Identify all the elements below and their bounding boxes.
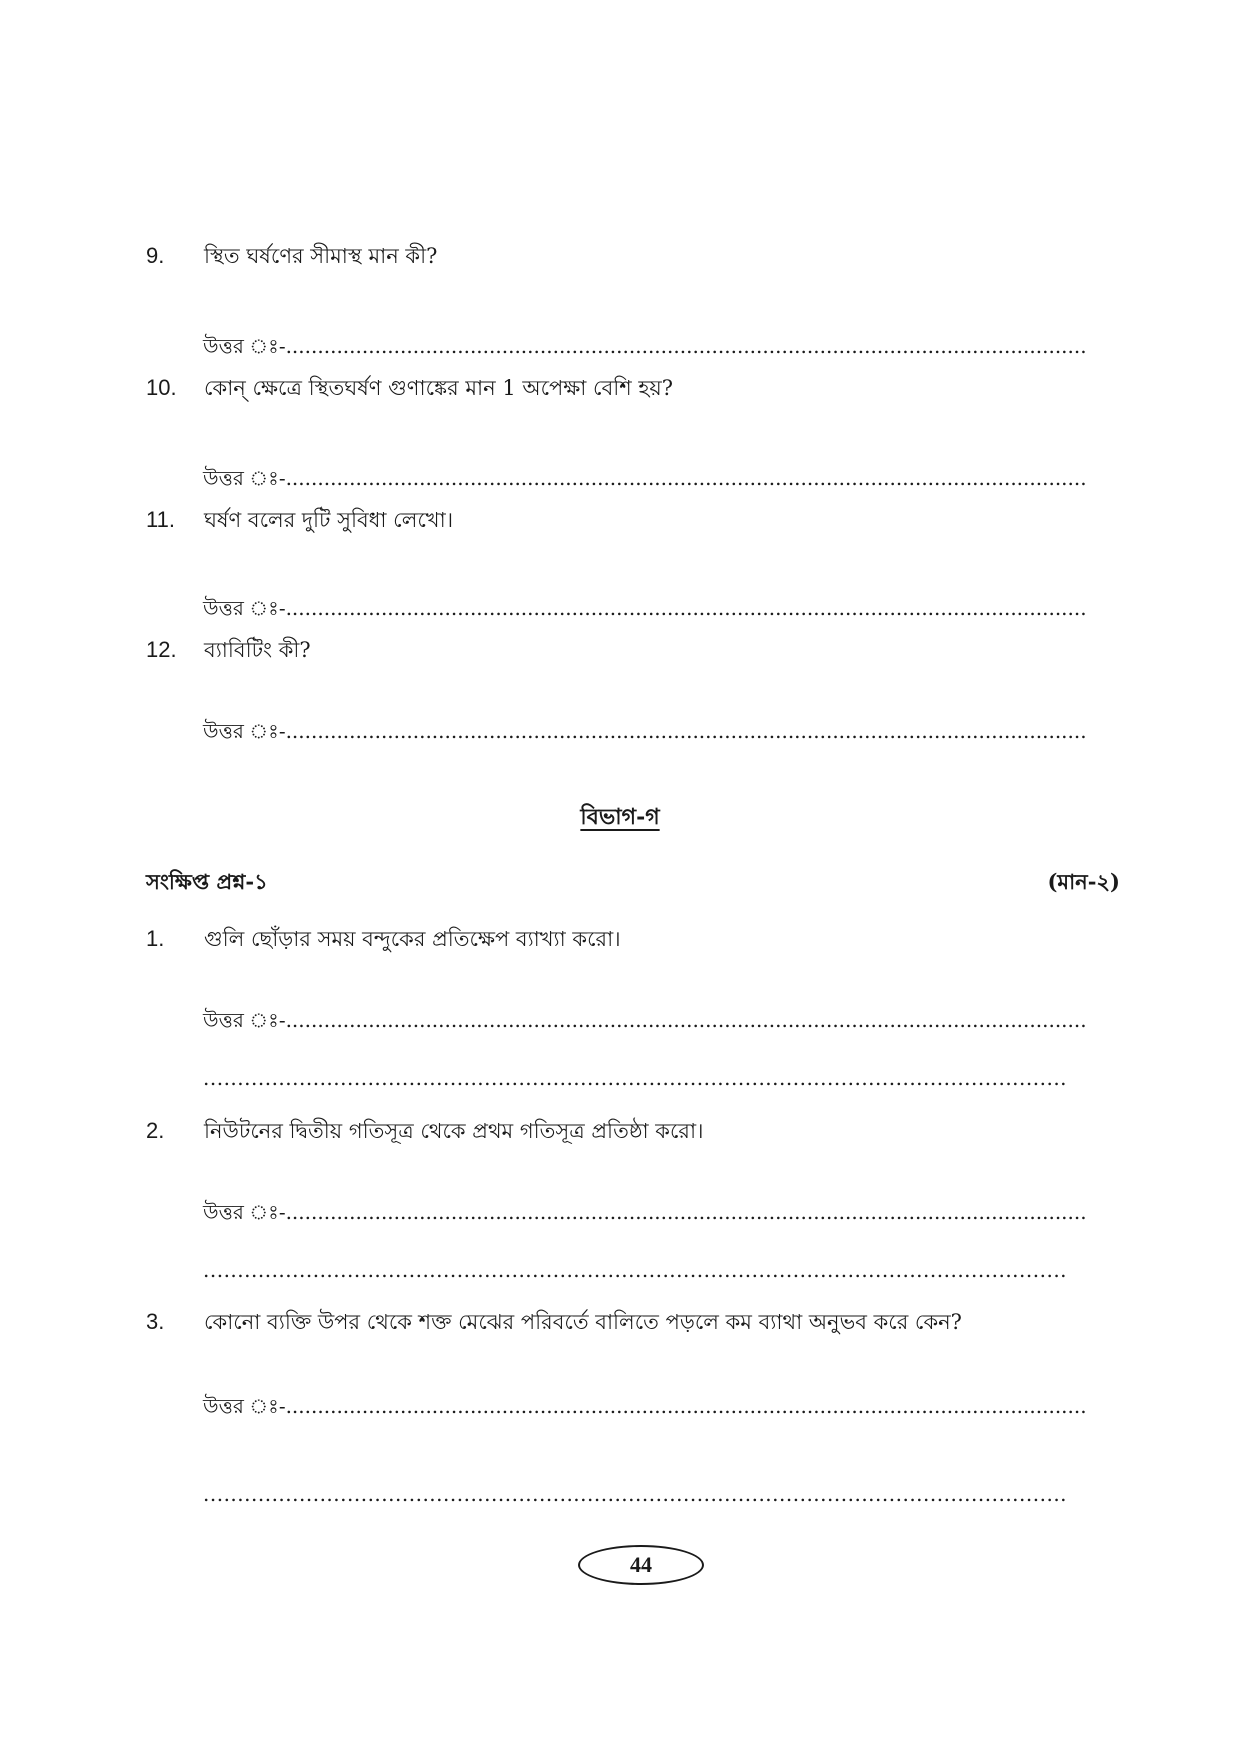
answer-line [203, 329, 1087, 363]
answer-line [203, 461, 1087, 495]
question-12 [146, 630, 1046, 670]
answer-line [203, 1195, 1087, 1229]
answer-dots: .............................................................................................................................. [285, 719, 1087, 743]
answer-label: উত্তর ঃ- [203, 466, 286, 490]
question-text: কোন্ ক্ষেত্রে স্থিতঘর্ষণ গুণাঙ্কের মান 1 অপেক্ষা বেশি হয়? [204, 376, 674, 400]
question-11 [146, 500, 1046, 540]
answer-line [203, 714, 1087, 748]
answer-label: উত্তর ঃ- [203, 719, 286, 743]
question-9 [146, 236, 1046, 276]
question-text: ব্যাবিটিং কী? [204, 638, 311, 662]
answer-dots: .............................................................................................................................. [285, 1394, 1087, 1418]
answer-line [203, 591, 1087, 625]
answer-continuation-line: .............................................................................................................................. [203, 1482, 1068, 1506]
question-text: ঘর্ষণ বলের দুটি সুবিধা লেখো। [204, 508, 454, 532]
question-text: স্থিত ঘর্ষণের সীমাস্থ মান কী? [204, 244, 438, 268]
answer-label: উত্তর ঃ- [203, 334, 286, 358]
answer-line [203, 1389, 1087, 1423]
answer-dots: .............................................................................................................................. [285, 1200, 1087, 1224]
answer-label: উত্তর ঃ- [203, 1008, 286, 1032]
answer-label: উত্তর ঃ- [203, 1394, 286, 1418]
question-text: নিউটনের দ্বিতীয় গতিসূত্র থেকে প্রথম গতিসূত্র প্রতিষ্ঠা করো। [204, 1119, 704, 1143]
answer-dots: .............................................................................................................................. [285, 1008, 1087, 1032]
question-number: 9. [146, 243, 165, 268]
question-number: 3. [146, 1309, 165, 1334]
question-3 [146, 1302, 1046, 1342]
answer-label: উত্তর ঃ- [203, 596, 286, 620]
question-text: গুলি ছোঁড়ার সময় বন্দুকের প্রতিক্ষেপ ব্যাখ্যা করো। [204, 927, 621, 951]
question-1 [146, 919, 1046, 959]
question-number: 12. [146, 637, 177, 662]
answer-dots: .............................................................................................................................. [285, 596, 1087, 620]
question-number: 10. [146, 375, 177, 400]
answer-continuation-line: .............................................................................................................................. [203, 1258, 1068, 1282]
question-number: 2. [146, 1118, 165, 1143]
section-marks: (মান-২) [1047, 869, 1120, 894]
question-text: কোনো ব্যক্তি উপর থেকে শক্ত মেঝের পরিবর্তে বালিতে পড়লে কম ব্যাথা অনুভব করে কেন? [204, 1310, 962, 1334]
answer-label: উত্তর ঃ- [203, 1200, 286, 1224]
answer-dots: .............................................................................................................................. [285, 334, 1087, 358]
section-title [0, 800, 1240, 837]
answer-line [203, 1003, 1087, 1037]
section-subheading: সংক্ষিপ্ত প্রশ্ন-১ [146, 869, 268, 894]
answer-continuation-line: .............................................................................................................................. [203, 1066, 1068, 1090]
question-10 [146, 368, 1046, 408]
page-number: 44 [578, 1545, 704, 1585]
question-number: 1. [146, 926, 165, 951]
answer-dots: .............................................................................................................................. [285, 466, 1087, 490]
section-title-text: বিভাগ-গ [580, 804, 660, 830]
question-number: 11. [146, 507, 175, 532]
question-2 [146, 1111, 1046, 1151]
